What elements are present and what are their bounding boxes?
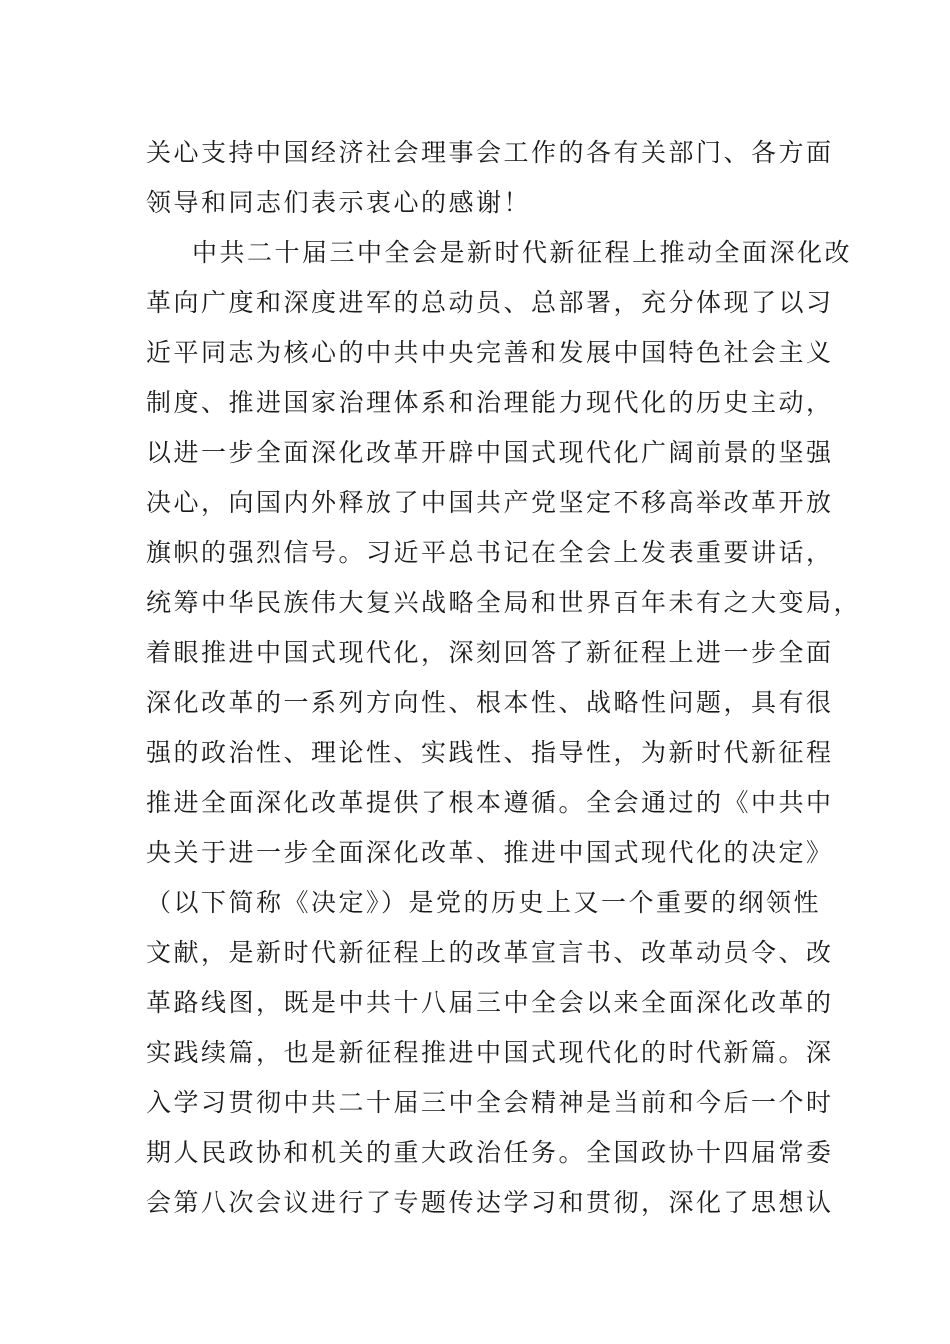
- text-line: 领导和同志们表示衷心的感谢！: [146, 188, 532, 217]
- text-line: 实践续篇，也是新征程推进中国式现代化的时代新篇。深: [146, 1038, 834, 1067]
- text-line: 着眼推进中国式现代化，深刻回答了新征程上进一步全面: [146, 638, 834, 667]
- paragraph-first-line: 中共二十届三中全会是新时代新征程上推动全面深化改: [192, 238, 853, 267]
- text-line: 革路线图，既是中共十八届三中全会以来全面深化改革的: [146, 988, 834, 1017]
- body-text: [146, 128, 862, 1228]
- text-line: 入学习贯彻中共二十届三中全会精神是当前和今后一个时: [146, 1088, 834, 1117]
- text-line: 统筹中华民族伟大复兴战略全局和世界百年未有之大变局，: [146, 588, 862, 617]
- text-line: 强的政治性、理论性、实践性、指导性，为新时代新征程: [146, 738, 834, 767]
- text-line: 深化改革的一系列方向性、根本性、战略性问题，具有很: [146, 688, 834, 717]
- text-line: 以进一步全面深化改革开辟中国式现代化广阔前景的坚强: [146, 438, 834, 467]
- text-line: 会第八次会议进行了专题传达学习和贯彻，深化了思想认: [146, 1188, 834, 1217]
- text-line: 旗帜的强烈信号。习近平总书记在全会上发表重要讲话，: [146, 538, 834, 567]
- text-line: 革向广度和深度进军的总动员、总部署，充分体现了以习: [146, 288, 834, 317]
- text-line: 央关于进一步全面深化改革、推进中国式现代化的决定》: [146, 838, 834, 867]
- text-line: 制度、推进国家治理体系和治理能力现代化的历史主动，: [146, 388, 834, 417]
- text-line: 决心，向国内外释放了中国共产党坚定不移高举改革开放: [146, 488, 834, 517]
- text-line: 近平同志为核心的中共中央完善和发展中国特色社会主义: [146, 338, 834, 367]
- text-line: 推进全面深化改革提供了根本遵循。全会通过的《中共中: [146, 788, 834, 817]
- text-line: （以下简称《决定》）是党的历史上又一个重要的纲领性: [146, 888, 822, 917]
- text-line: 关心支持中国经济社会理事会工作的各有关部门、各方面: [146, 138, 834, 167]
- text-line: 期人民政协和机关的重大政治任务。全国政协十四届常委: [146, 1138, 834, 1167]
- text-line: 文献，是新时代新征程上的改革宣言书、改革动员令、改: [146, 938, 834, 967]
